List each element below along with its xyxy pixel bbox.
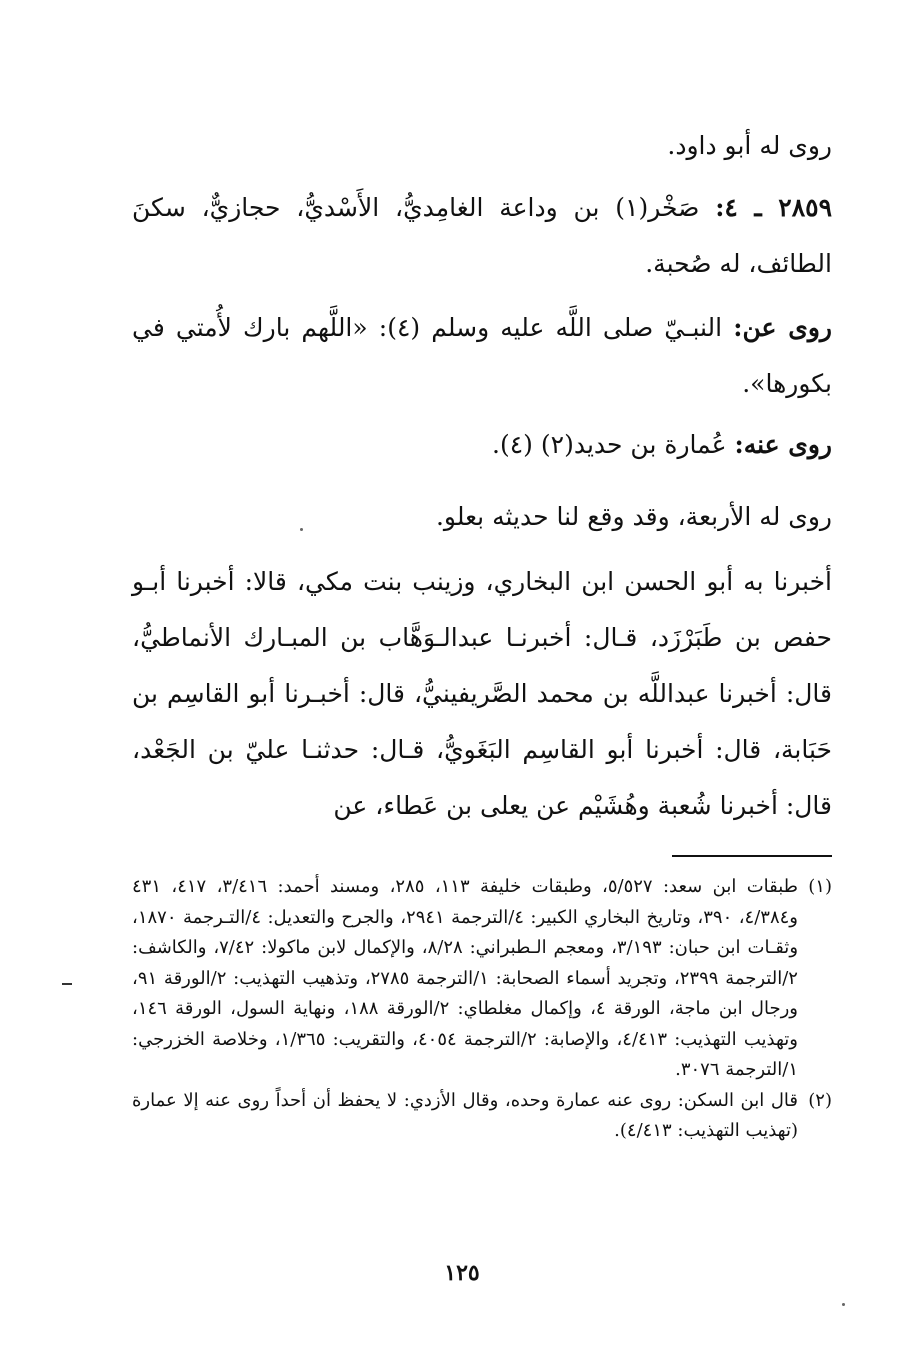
narrated-by-text: عُمارة بن حديد(٢) (٤).	[492, 430, 727, 459]
page-number: ١٢٥	[444, 1260, 480, 1286]
footnote-separator	[672, 855, 832, 857]
line-abu-dawud: روى له أبو داود.	[667, 131, 832, 160]
narrated-from-text: النبـيّ صلى اللَّه عليه وسلم (٤): «اللَّهم بارك لأُمتي في بكورها».	[132, 313, 832, 398]
scan-speck	[300, 528, 303, 531]
narrated-by-paragraph	[132, 417, 832, 473]
narrated-from-paragraph	[132, 300, 832, 412]
entry-2859	[132, 180, 832, 292]
narrated-from-label: روى عن:	[733, 313, 832, 342]
footnote-1-number: (١)	[808, 876, 832, 897]
margin-mark	[62, 983, 72, 985]
footnote-2-text: قال ابن السكن: روى عنه عمارة وحده، وقال الأزدي: لا يحفظ أن أحداً روى عنه إلا عمارة (تهذيب التهذيب: ٤/٤١٣).	[132, 1089, 798, 1141]
footnotes	[132, 872, 832, 1147]
isnad-paragraph: أخبرنا به أبو الحسن ابن البخاري، وزينب بنت مكي، قالا: أخبرنا أبـو حفص بن طَبَرْزَد، قـال: أخبرنـا عبدالـوَهَّاب بن المبـارك الأنماطيُّ، قال: أخبرنا عبداللَّه بن محمد الصَّريفينيُّ، قال: أخبـرنا أبو القاسِم بن حَبَابة، قال: أخبرنا أبو القاسِم البَغَويُّ، قـال: حدثنـا عليّ بن الجَعْد، قال: أخبرنا شُعبة وهُشَيْم عن يعلى بن عَطاء، عن	[132, 567, 832, 820]
scan-speck	[842, 1303, 845, 1306]
footnote-1-text: طبقات ابن سعد: ٥/٥٢٧، وطبقات خليفة ١١٣، ٢٨٥، ومسند أحمد: ٣/٤١٦، ٤١٧، ٤٣١ و٤/٣٨٤، ٣٩٠، وتاريخ البخاري الكبير: ٤/الترجمة ٢٩٤١، والجرح والتعديل: ٤/التـرجمة ١٨٧٠، وثقـات ابن حبان: ٣/١٩٣، ومعجم الـطبراني: ٨/٢٨، والإكمال لابن ماكولا: ٧/٤٢، والكاشف: ٢/الترجمة ٢٣٩٩، وتجريد أسماء الصحابة: ١/الترجمة ٢٧٨٥، وتذهيب التهذيب: ٢/الورقة ٩١، ورجال ابن ماجة، الورقة ٤، وإكمال مغلطاي: ٢/الورقة ١٨٨، ونهاية السول، الورقة ١٤٦، وتهذيب التهذيب: ٤/٤١٣، والإصابة: ٢/الترجمة ٤٠٥٤، والتقريب: ١/٣٦٥، وخلاصة الخزرجي: ١/الترجمة ٣٠٧٦.	[132, 876, 799, 1080]
entry-description: صَخْر(١) بن وداعة الغامِديُّ، الأَسْديُّ، حجازيٌّ، سكنَ الطائف، له صُحبة.	[132, 193, 832, 278]
narrated-by-label: روى عنه:	[734, 430, 832, 459]
entry-number: ٢٨٥٩ ـ ٤:	[715, 193, 833, 222]
line-the-four: روى له الأربعة، وقد وقع لنا حديثه بعلو.	[435, 502, 832, 531]
footnote-1	[132, 872, 832, 1086]
footnote-2-number: (٢)	[808, 1089, 832, 1111]
footnote-2	[132, 1086, 832, 1147]
